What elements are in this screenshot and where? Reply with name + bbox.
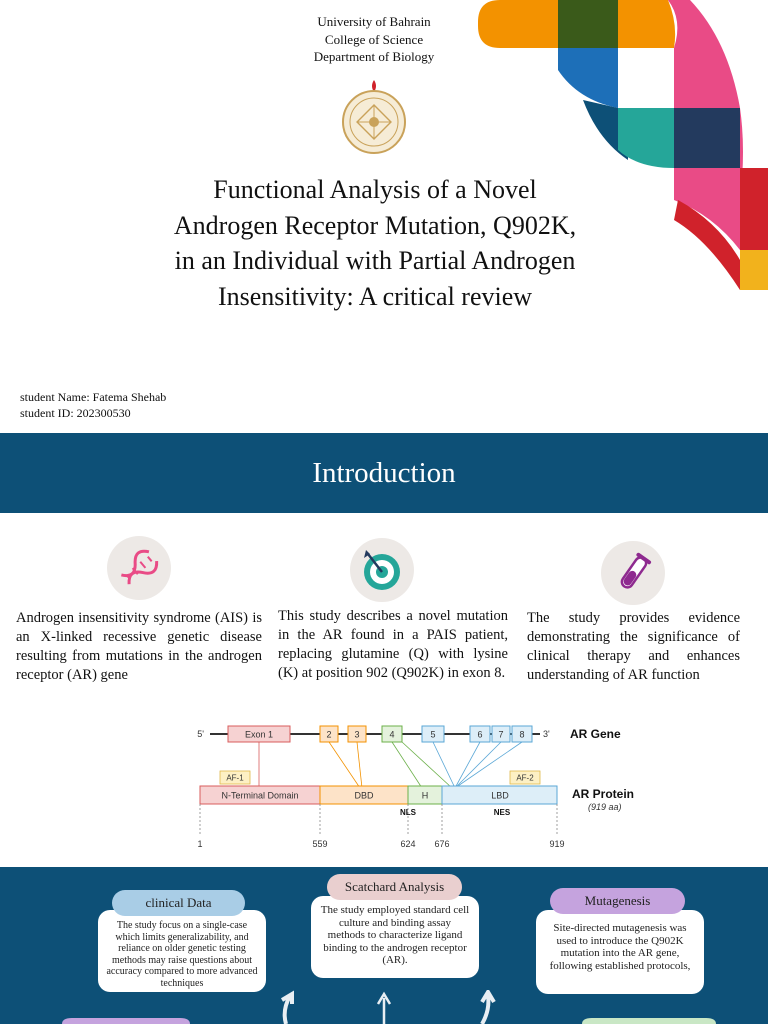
connector-line: [455, 742, 480, 788]
intro-column-text: The study provides evidence demonstrating the significance of clinical therapy and enhances understanding of AR function: [527, 610, 740, 683]
test-tube-icon: [601, 541, 665, 605]
ar-gene-protein-diagram: [190, 718, 660, 858]
exon-label: 3: [354, 729, 360, 740]
af1-label: AF-1: [226, 773, 244, 783]
exon-label: 5: [430, 729, 436, 740]
domain-label: N-Terminal Domain: [221, 790, 299, 801]
domain-label: DBD: [354, 790, 374, 801]
nes-label: NES: [493, 808, 511, 817]
tick-label: 919: [549, 839, 565, 849]
connector-line: [329, 742, 360, 788]
ar-protein-label: AR Protein: [572, 787, 635, 801]
connector-line: [357, 742, 362, 788]
title-line: Androgen Receptor Mutation, Q902K,: [173, 210, 577, 240]
poster-title: [110, 172, 640, 314]
tick-label: 624: [400, 839, 416, 849]
card-text: The study employed standard cell culture and binding assay methods to characterize ligand binding to the androgen receptor (AR).: [320, 904, 470, 966]
department-name: Department of Biology: [313, 49, 435, 64]
title-line: in an Individual with Partial Androgen: [174, 246, 576, 275]
partial-pill: [582, 1018, 716, 1024]
af2-label: AF-2: [516, 773, 534, 783]
tick-label: 559: [312, 839, 328, 849]
exon-label: 6: [477, 729, 483, 740]
clinical-data-pill: clinical Data: [112, 890, 245, 916]
domain-label: LBD: [491, 790, 509, 801]
exon-label: 8: [519, 729, 525, 740]
nls-label: NLS: [400, 808, 416, 817]
exon-label: 4: [389, 729, 395, 740]
tick-label: 676: [434, 839, 450, 849]
review-arrows: [0, 990, 768, 1024]
clinical-data-card: [98, 910, 266, 992]
university-name: University of Bahrain: [317, 14, 431, 29]
card-text: Site-directed mutagenesis was used to introduce the Q902K mutation into the AR gene, following established protocols,: [549, 922, 691, 972]
five-prime-label: 5': [197, 729, 204, 739]
institution-block: [224, 13, 524, 66]
scatchard-analysis-pill: Scatchard Analysis: [327, 874, 462, 900]
connector-line: [392, 742, 422, 788]
university-seal-logo: [340, 78, 408, 156]
intro-column-text: This study describes a novel mutation in the AR found in a PAIS patient, replacing glutamine (Q) with lysine (K) at position 902 (Q902K) in exon 8.: [278, 608, 508, 681]
connector-line: [402, 742, 452, 788]
ar-protein-size: (919 aa): [588, 802, 622, 812]
college-name: College of Science: [324, 31, 424, 47]
domain-label: H: [421, 790, 429, 801]
dna-icon: [107, 536, 171, 600]
target-icon: [350, 538, 414, 602]
ar-gene-label: AR Gene: [570, 727, 621, 741]
exon-label: 2: [326, 729, 332, 740]
arrow-curve-icon: [282, 994, 292, 1024]
title-line: Functional Analysis of a Novel: [213, 175, 537, 204]
connector-line: [455, 742, 501, 788]
three-prime-label: 3': [543, 729, 550, 739]
card-text: The study focus on a single-case which limits generalizability, and reliance on older genetic testing methods may raise questions about accuracy compared to more advanced techniques: [106, 920, 258, 989]
student-id: student ID: 202300530: [20, 406, 131, 420]
exon-label: 7: [498, 729, 504, 740]
title-line: Insensitivity: A critical review: [217, 281, 533, 311]
student-info: [20, 389, 166, 421]
exon-1-label: Exon 1: [244, 729, 274, 740]
mutagenesis-pill: Mutagenesis: [550, 888, 685, 914]
intro-column-text: Androgen insensitivity syndrome (AIS) is an X-linked recessive genetic disease resulting from mutations in the androgen receptor (AR) gene: [16, 610, 262, 683]
tick-label: 1: [197, 839, 203, 849]
student-name: student Name: Fatema Shehab: [20, 390, 167, 404]
partial-pill: [62, 1018, 190, 1024]
mutagenesis-card: [536, 910, 704, 994]
scatchard-analysis-card: [311, 896, 479, 978]
arrow-curve-icon: [482, 992, 494, 1024]
introduction-heading: Introduction: [312, 457, 456, 489]
arrow-up-icon: [378, 994, 390, 1024]
